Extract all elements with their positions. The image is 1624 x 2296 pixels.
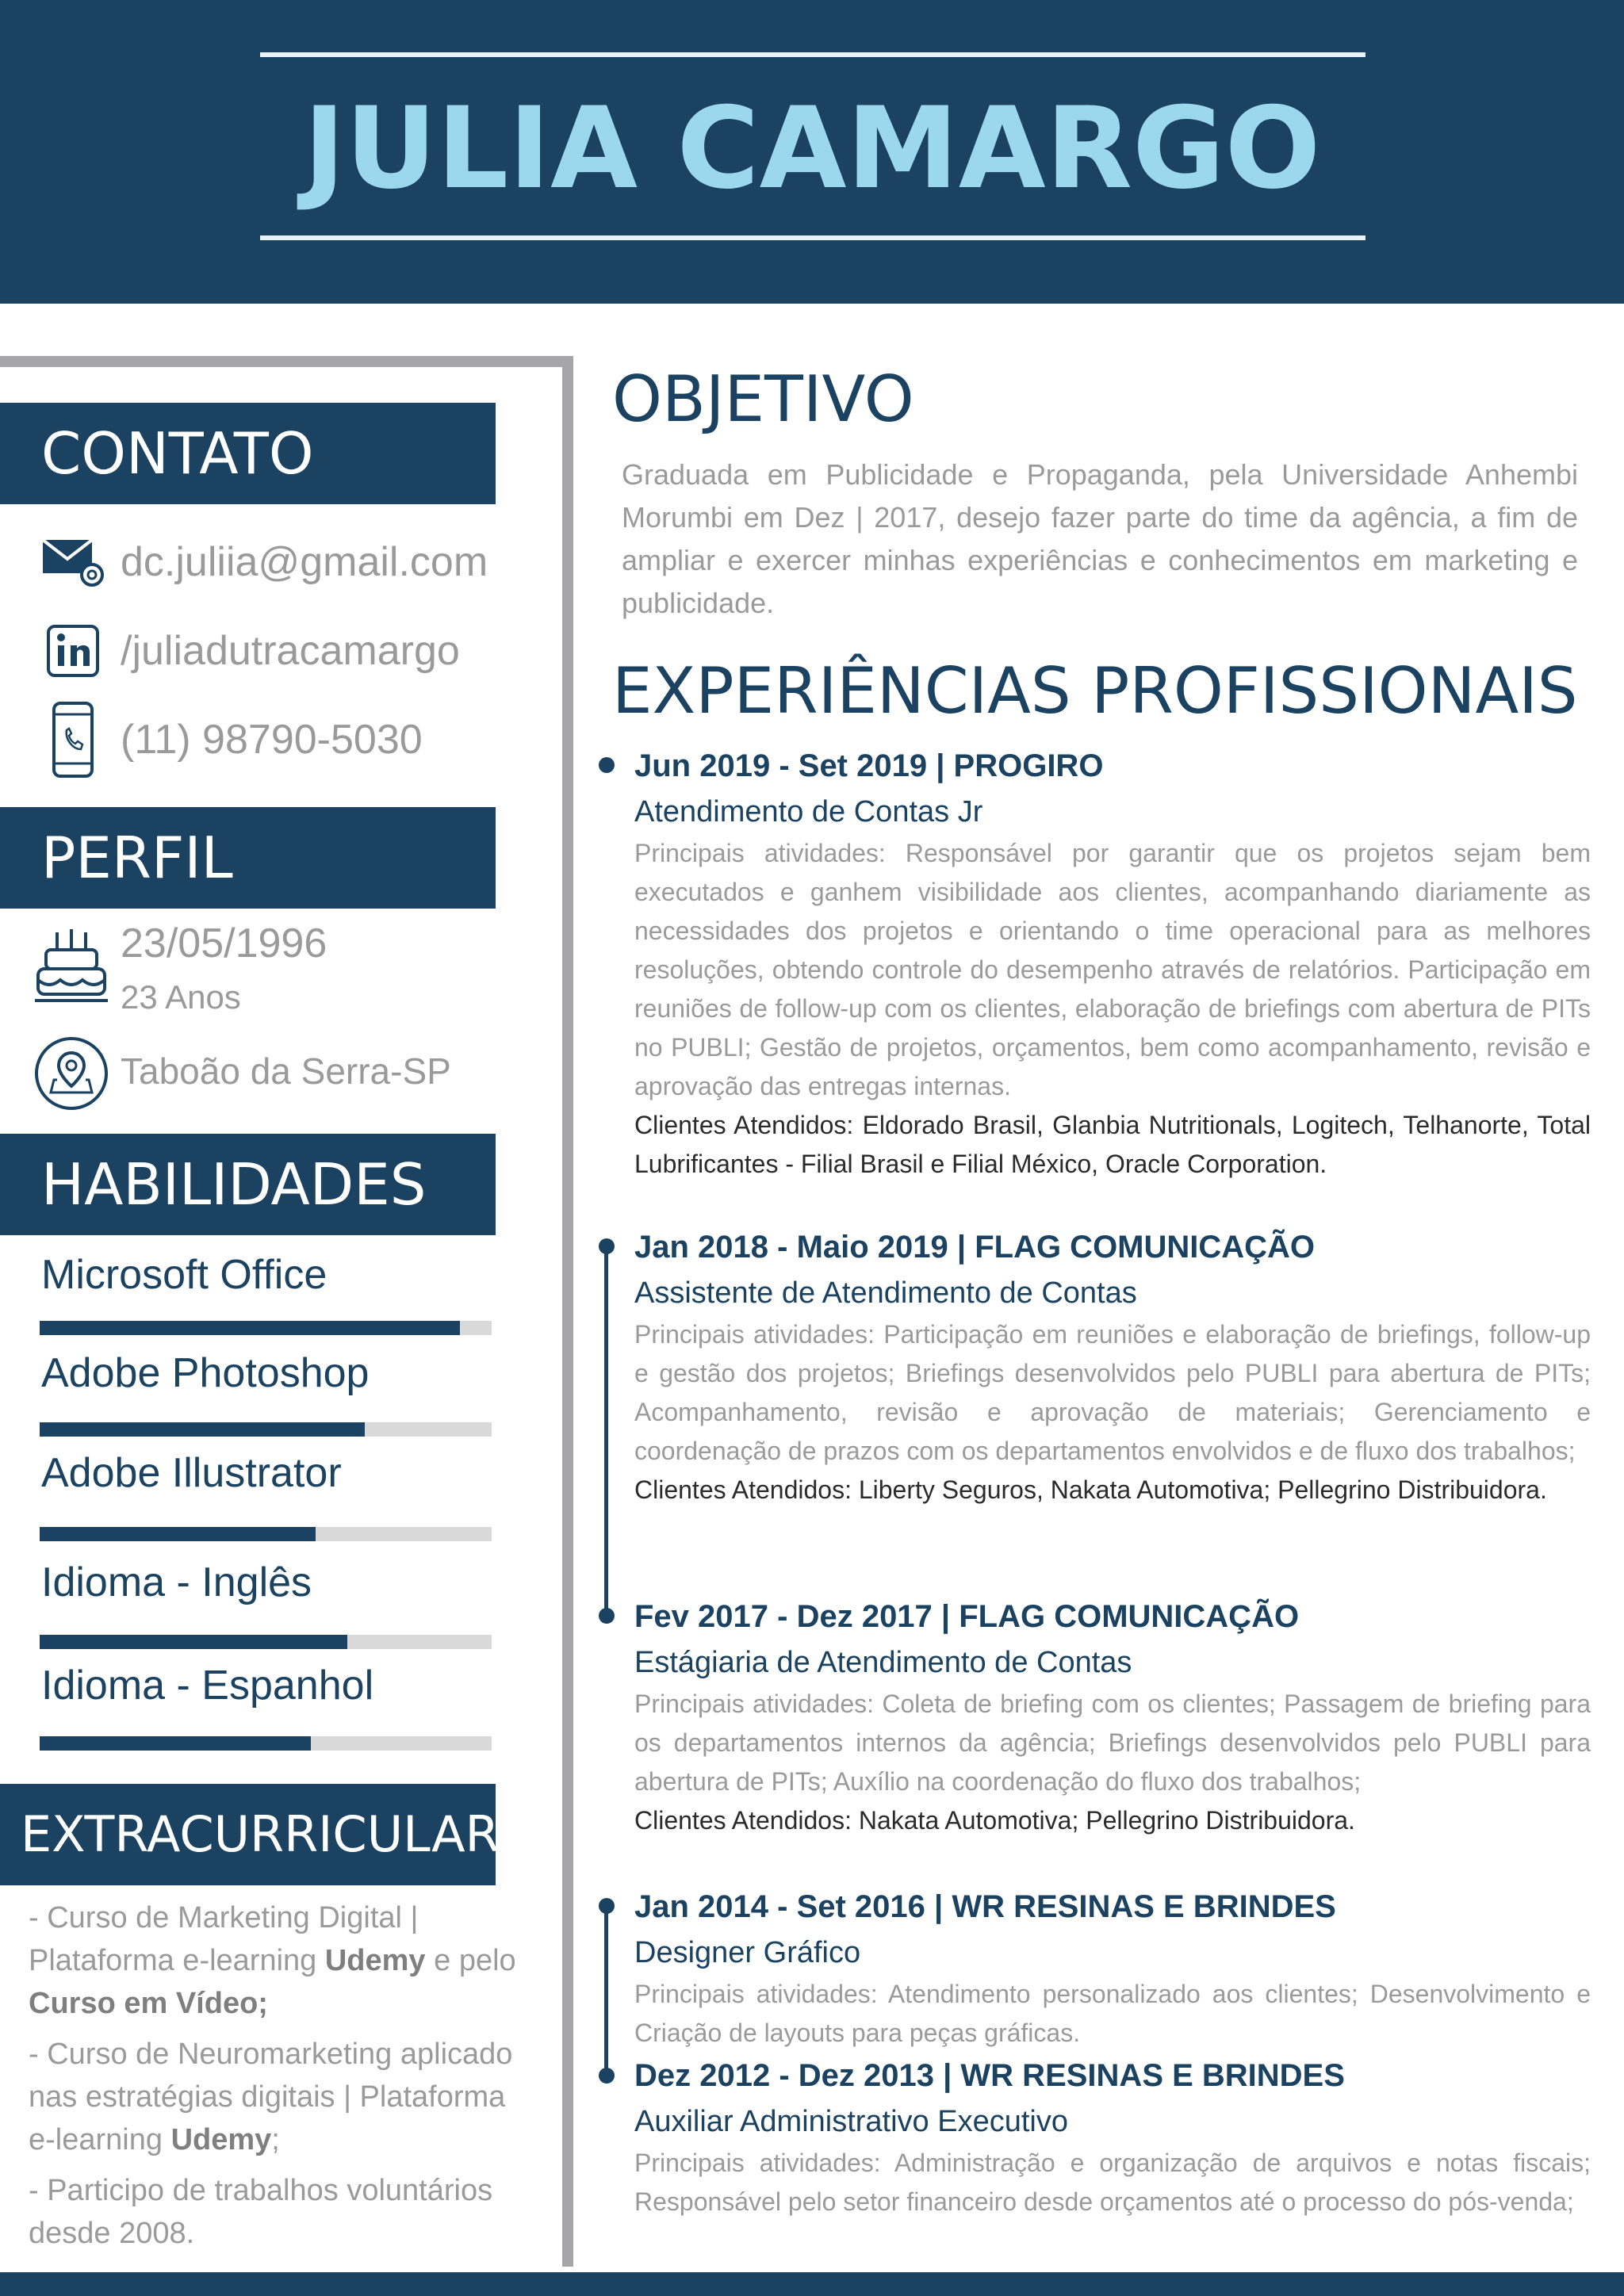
timeline-dot — [599, 1238, 615, 1254]
job-role: Estágiaria de Atendimento de Contas — [634, 1646, 1132, 1679]
job-description: Principais atividades: Responsável por garantir que os projetos sejam bem executados e ganhem visibilidade aos clientes, acompanhando diariamente as necessidades dos projetos e orientando o time operacional para as melhores resoluções, obtendo controle do desempenho através de relatórios. Participação em reuniões de follow-up com os clientes, elaboração de briefings com abertura de PITs no PUBLI; Gestão de projetos, orçamentos, bem como acompanhamento, revisão e aprovação das entregas internas. — [634, 839, 1591, 1100]
contact-email-row[interactable] — [40, 526, 488, 598]
contact-heading: CONTATO — [0, 403, 496, 504]
job-description: Principais atividades: Coleta de briefing com os clientes; Passagem de briefing para os departamentos internos da agência; Briefings desenvolvidos pelo PUBLI para abertura de PITs; Auxílio na coordenação do fluxo dos trabalhos; — [634, 1689, 1591, 1796]
job-role: Assistente de Atendimento de Contas — [634, 1276, 1137, 1310]
skill-level-bar — [40, 1422, 492, 1437]
skill-level-fill — [40, 1635, 347, 1649]
job-description: Principais atividades: Atendimento personalizado aos clientes; Desenvolvimento e Criação de layouts para peças gráficas. — [634, 1980, 1591, 2047]
header-banner — [0, 0, 1624, 304]
skill-label: Idioma - Espanhol — [41, 1663, 374, 1709]
timeline-dot — [599, 1608, 615, 1624]
extracurricular-list — [29, 1896, 528, 2263]
contact-phone[interactable]: (11) 98790-5030 — [121, 717, 423, 763]
job-entry — [634, 1594, 1591, 1840]
job-description: Principais atividades: Administração e organização de arquivos e notas fiscais; Responsável pelo setor financeiro desde orçamentos até o processo do pós-venda; — [634, 2149, 1591, 2216]
job-role: Atendimento de Contas Jr — [634, 795, 983, 828]
skill-level-fill — [40, 1321, 460, 1335]
timeline-dot — [599, 757, 615, 773]
contact-linkedin[interactable]: /juliadutracamargo — [121, 628, 460, 674]
contact-linkedin-row[interactable] — [40, 615, 460, 687]
skill-label: Idioma - Inglês — [41, 1559, 312, 1605]
skill-level-fill — [40, 1422, 365, 1437]
job-entry — [634, 1225, 1591, 1510]
timeline-line — [604, 1903, 608, 2076]
job-header: Jan 2018 - Maio 2019 | FLAG COMUNICAÇÃO — [634, 1230, 1316, 1265]
profile-city: Taboão da Serra-SP — [121, 1050, 451, 1092]
timeline-dot — [599, 1898, 615, 1914]
contact-phone-row[interactable] — [40, 704, 423, 775]
footer-bar — [0, 2272, 1624, 2296]
skill-level-bar — [40, 1736, 492, 1751]
timeline-line — [604, 1246, 608, 1616]
job-role: Auxiliar Administrativo Executivo — [634, 2105, 1068, 2138]
skill-level-fill — [40, 1736, 311, 1751]
objective-heading: OBJETIVO — [612, 362, 914, 436]
profile-age: 23 Anos — [121, 978, 241, 1016]
header-rule-top — [260, 52, 1365, 57]
job-clients: Clientes Atendidos: Nakata Automotiva; Pellegrino Distribuidora. — [634, 1806, 1355, 1835]
linkedin-icon — [40, 615, 106, 687]
job-header: Dez 2012 - Dez 2013 | WR RESINAS E BRINDES — [634, 2058, 1345, 2093]
sidebar-frame-right — [562, 356, 573, 2267]
profile-heading: PERFIL — [0, 807, 496, 909]
job-header: Jun 2019 - Set 2019 | PROGIRO — [634, 748, 1104, 783]
phone-icon — [40, 704, 106, 775]
header-rule-bottom — [260, 235, 1365, 240]
skill-level-fill — [40, 1527, 316, 1541]
contact-email[interactable]: dc.juliia@gmail.com — [121, 539, 488, 585]
email-icon — [40, 526, 106, 598]
job-clients: Clientes Atendidos: Liberty Seguros, Nakata Automotiva; Pellegrino Distribuidora. — [634, 1475, 1547, 1504]
job-header: Fev 2017 - Dez 2017 | FLAG COMUNICAÇÃO — [634, 1599, 1300, 1634]
job-entry — [634, 2053, 1591, 2221]
skill-level-bar — [40, 1321, 492, 1335]
job-entry — [634, 744, 1591, 1184]
extracurricular-item: - Curso de Marketing Digital | Plataforma e-learning Udemy e pelo Curso em Vídeo; — [29, 1901, 516, 2020]
location-pin-icon — [33, 1035, 109, 1115]
birthday-cake-icon — [33, 928, 109, 1011]
job-description: Principais atividades: Participação em reuniões e elaboração de briefings, follow-up e gestão dos projetos; Briefings desenvolvidos pelo PUBLI para abertura de PITs; Acompanhamento, revisão e aprovação de materiais; Gerenciamento e coordenação de prazos com os departamentos envolvidos e de fluxo dos trabalhos; — [634, 1320, 1591, 1465]
skills-heading: HABILIDADES — [0, 1134, 496, 1235]
profile-birthdate: 23/05/1996 — [121, 920, 327, 966]
job-clients: Clientes Atendidos: Eldorado Brasil, Glanbia Nutritionals, Logitech, Telhanorte, Total Lubrificantes - Filial Brasil e Filial México, Oracle Corporation. — [634, 1111, 1591, 1178]
job-entry — [634, 1885, 1591, 2053]
objective-text: Graduada em Publicidade e Propaganda, pela Universidade Anhembi Morumbi em Dez | 2017, desejo fazer parte do time da agência, a fim de ampliar e exercer minhas experiências e conhecimentos em marketing e publicidade. — [622, 458, 1578, 619]
timeline-dot — [599, 2068, 615, 2084]
sidebar-frame-top — [0, 356, 573, 367]
person-name: JULIA CAMARGO — [303, 83, 1321, 214]
skill-level-bar — [40, 1635, 492, 1649]
job-role: Designer Gráfico — [634, 1936, 861, 1969]
job-header: Jan 2014 - Set 2016 | WR RESINAS E BRINDES — [634, 1889, 1336, 1924]
experience-heading: EXPERIÊNCIAS PROFISSIONAIS — [612, 654, 1578, 728]
skill-label: Adobe Photoshop — [41, 1350, 370, 1396]
skill-level-bar — [40, 1527, 492, 1541]
extracurricular-item: - Curso de Neuromarketing aplicado nas estratégias digitais | Plataforma e-learning Udemy; — [29, 2038, 513, 2156]
extracurricular-item: - Participo de trabalhos voluntários desde 2008. — [29, 2174, 493, 2250]
extracurricular-heading: EXTRACURRICULAR — [0, 1784, 496, 1885]
skill-label: Microsoft Office — [41, 1252, 327, 1298]
skill-label: Adobe Illustrator — [41, 1450, 342, 1496]
